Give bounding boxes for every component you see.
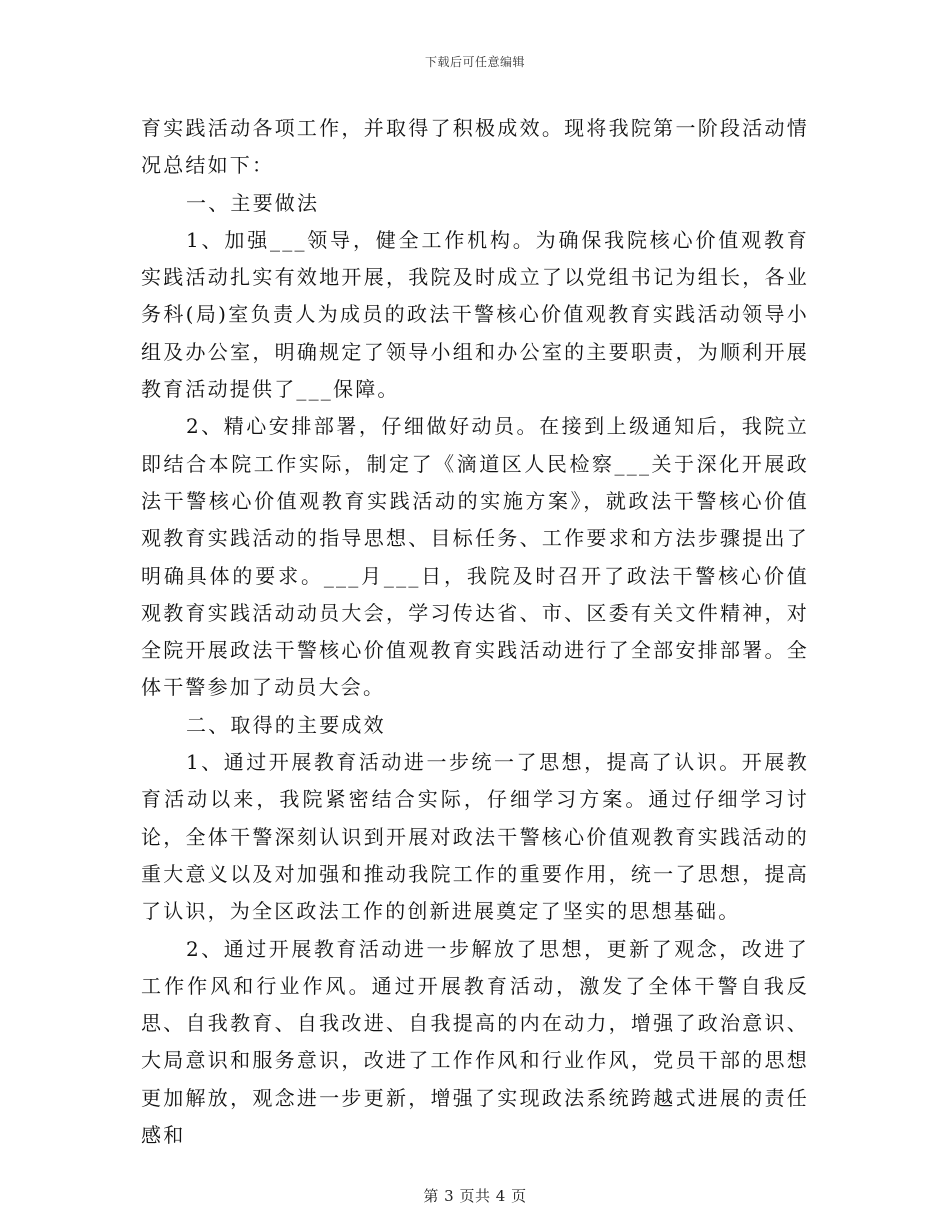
paragraph-unified-thinking: 1、通过开展教育活动进一步统一了思想，提高了认识。开展教育活动以来，我院紧密结合实际，仔细学习方案。通过仔细学习讨论，全体干警深刻认识到开展对政法干警核心价值观教育实践活动的重大意义以及对加强和推动我院工作的重要作用，统一了思想，提高了认识，为全区政法工作的创新进展奠定了坚实的思想基础。 <box>141 750 809 924</box>
page-header: 下载后可任意编辑 <box>424 55 525 69</box>
paragraph-continuation: 育实践活动各项工作，并取得了积极成效。现将我院第一阶段活动情况总结如下： <box>141 116 809 178</box>
body-text <box>141 110 809 1154</box>
paragraph-leadership: 1、加强___领导，健全工作机构。为确保我院核心价值观教育实践活动扎实有效地开展，我院及时成立了以党组书记为组长，各业务科(局)室负责人为成员的政法干警核心价值观教育实践活动领导小组及办公室，明确规定了领导小组和办公室的主要职责，为顺利开展教育活动提供了___保障。 <box>141 227 809 402</box>
paragraph-deployment: 2、精心安排部署，仔细做好动员。在接到上级通知后，我院立即结合本院工作实际，制定了《滴道区人民检察___关于深化开展政法干警核心价值观教育实践活动的实施方案》，就政法干警核心价值观教育实践活动的指导思想、目标任务、工作要求和方法步骤提出了明确具体的要求。___月___日，我院及时召开了政法干警核心价值观教育实践活动动员大会，学习传达省、市、区委有关文件精神，对全院开展政法干警核心价值观教育实践活动进行了全部安排部署。全体干警参加了动员大会。 <box>141 414 809 700</box>
section-heading-main-practices: 一、主要做法 <box>186 190 320 215</box>
page-footer: 第 3 页共 4 页 <box>423 1187 527 1205</box>
section-heading-achievements: 二、取得的主要成效 <box>186 712 386 737</box>
paragraph-emancipated-thinking: 2、通过开展教育活动进一步解放了思想，更新了观念，改进了工作作风和行业作风。通过开展教育活动，激发了全体干警自我反思、自我教育、自我改进、自我提高的内在动力，增强了政治意识、大局意识和服务意识，改进了工作作风和行业作风，党员干部的思想更加解放，观念进一步更新，增强了实现政法系统跨越式进展的责任感和 <box>141 936 809 1148</box>
